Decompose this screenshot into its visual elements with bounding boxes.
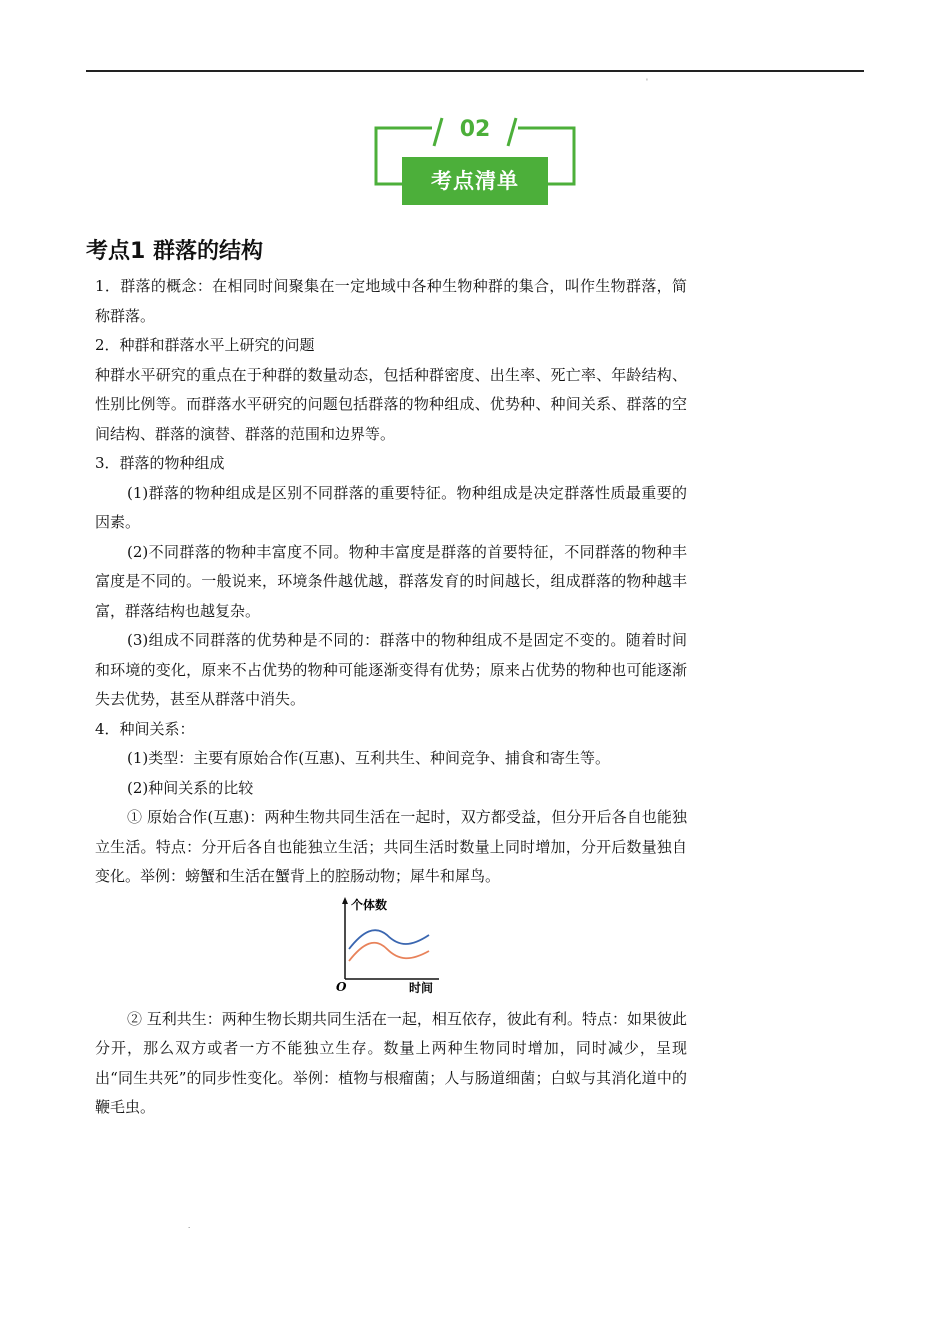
footer-mark: . <box>188 1222 191 1230</box>
paragraph: 1．群落的概念：在相同时间聚集在一定地域中各种生物种群的集合，叫作生物群落，简称群落。 <box>95 277 687 325</box>
paragraph: (3)组成不同群落的优势种是不同的：群落中的物种组成不是固定不变的。随着时间和环境的变化，原来不占优势的物种可能逐渐变得有优势；原来占优势的物种也可能逐渐失去优势，甚至从群落中消失。 <box>95 631 687 708</box>
paragraph: 4．种间关系： <box>95 719 195 738</box>
paragraph: 2．种群和群落水平上研究的问题 <box>95 336 315 354</box>
orange-curve <box>349 942 429 960</box>
curve-graph <box>333 895 453 995</box>
paragraph: 3．群落的物种组成 <box>95 454 225 472</box>
paragraph: ② 互利共生：两种生物长期共同生活在一起，相互依存，彼此有利。特点：如果彼此分开，那么双方或者一方不能独立生存。数量上两种生物同时增加，同时减少，呈现出“同生共死”的同步性变化。举例：植物与根瘤菌；人与肠道细菌；白蚁与其消化道中的鞭毛虫。 <box>95 1009 687 1116</box>
paragraph: 种群水平研究的重点在于种群的数量动态，包括种群密度、出生率、死亡率、年龄结构、性别比例等。而群落水平研究的问题包括群落的物种组成、优势种、种间关系、群落的空间结构、群落的演替、群落的范围和边界等。 <box>95 365 687 443</box>
paragraph: ① 原始合作(互惠)：两种生物共同生活在一起时，双方都受益，但分开后各自也能独立生活。特点：分开后各自也能独立生活；共同生活时数量上同时增加，分开后数量独自变化。举例：螃蟹和生活在蟹背上的腔肠动物；犀牛和犀鸟。 <box>95 808 687 885</box>
header-mark: ' <box>646 78 648 86</box>
badge-label: 考点清单 <box>402 157 548 205</box>
population-figure <box>95 895 687 1003</box>
badge-number: 02 <box>459 117 491 142</box>
paragraph: (2)不同群落的物种丰富度不同。物种丰富度是群落的首要特征，不同群落的物种丰富度是不同的。一般说来，环境条件越优越，群落发育的时间越长，组成群落的物种越丰富，群落结构也越复杂。 <box>95 542 687 620</box>
paragraph: (1)群落的物种组成是区别不同群落的重要特征。物种组成是决定群落性质最重要的因素。 <box>95 483 687 531</box>
blue-curve <box>349 930 429 949</box>
origin-label: O <box>336 979 347 994</box>
y-axis-label: 个体数 <box>351 897 388 912</box>
document-body <box>95 272 687 1123</box>
header-rule <box>86 70 864 72</box>
paragraph: (1)类型：主要有原始合作(互惠)、互利共生、种间竞争、捕食和寄生等。 <box>127 749 610 767</box>
paragraph: (2)种间关系的比较 <box>127 778 254 797</box>
y-axis-arrow <box>342 897 348 904</box>
x-axis-label: 时间 <box>409 980 434 995</box>
section-title: 考点1 群落的结构 <box>86 239 263 264</box>
